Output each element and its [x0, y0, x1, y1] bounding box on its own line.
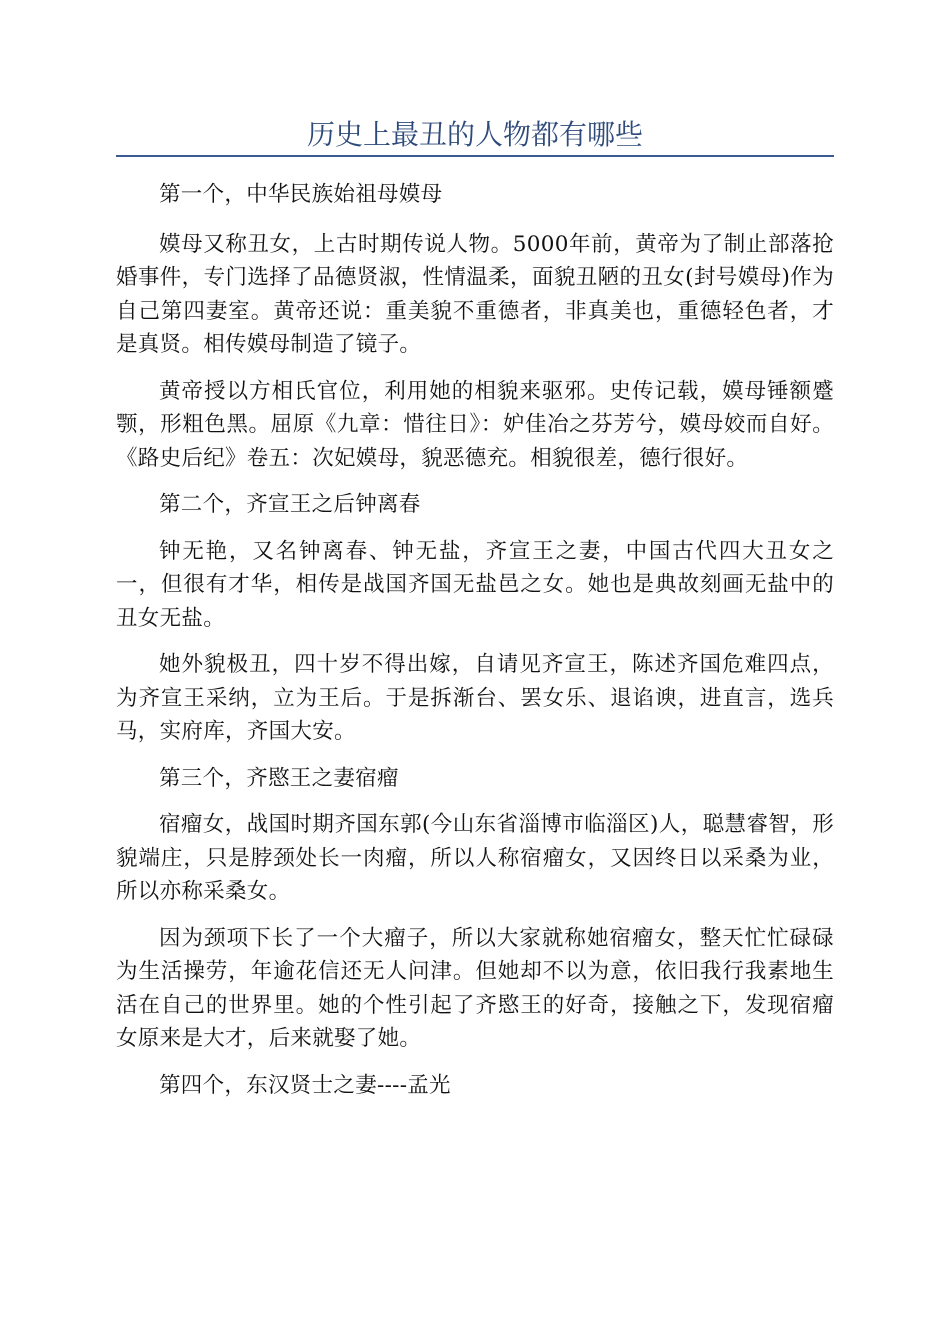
section-heading-3: 第三个，齐愍王之妻宿瘤	[159, 765, 399, 791]
document-page	[116, 0, 834, 1115]
paragraph: 嫫母又称丑女，上古时期传说人物。5000年前，黄帝为了制止部落抢婚事件，专门选择了品德贤淑，性情温柔，面貌丑陋的丑女(封号嫫母)作为自己第四妻室。黄帝还说：重美貌不重德者，非真美也，重德轻色者，才是真贤。相传嫫母制造了镜子。	[116, 231, 834, 357]
paragraph: 因为颈项下长了一个大瘤子，所以大家就称她宿瘤女，整天忙忙碌碌为生活操劳，年逾花信还无人问津。但她却不以为意，依旧我行我素地生活在自己的世界里。她的个性引起了齐愍王的好奇，接触之下，发现宿瘤女原来是大才，后来就娶了她。	[116, 925, 834, 1051]
paragraph: 钟无艳，又名钟离春、钟无盐，齐宣王之妻，中国古代四大丑女之一，但很有才华，相传是战国齐国无盐邑之女。她也是典故刻画无盐中的丑女无盐。	[116, 538, 834, 631]
section-heading-1: 第一个，中华民族始祖母嫫母	[159, 182, 443, 207]
paragraph: 她外貌极丑，四十岁不得出嫁，自请见齐宣王，陈述齐国危难四点，为齐宣王采纳，立为王后。于是拆渐台、罢女乐、退谄谀，进直言，选兵马，实府库，齐国大安。	[116, 652, 834, 744]
document-title: 历史上最丑的人物都有哪些	[306, 118, 643, 151]
section-heading-2: 第二个，齐宣王之后钟离春	[159, 492, 421, 517]
paragraph: 黄帝授以方相氏官位，利用她的相貌来驱邪。史传记载，嫫母锤额蹙颚，形粗色黑。屈原《九章：惜往日》：妒佳冶之芬芳兮，嫫母姣而自好。《路史后纪》卷五：次妃嫫母，貌恶德充。相貌很差，德行很好。	[116, 378, 834, 471]
paragraph: 宿瘤女，战国时期齐国东郭(今山东省淄博市临淄区)人，聪慧睿智，形貌端庄，只是脖颈处长一肉瘤，所以人称宿瘤女，又因终日以采桑为业，所以亦称采桑女。	[116, 812, 834, 904]
title-underline	[116, 155, 834, 157]
section-heading-4: 第四个，东汉贤士之妻----孟光	[159, 1072, 451, 1098]
